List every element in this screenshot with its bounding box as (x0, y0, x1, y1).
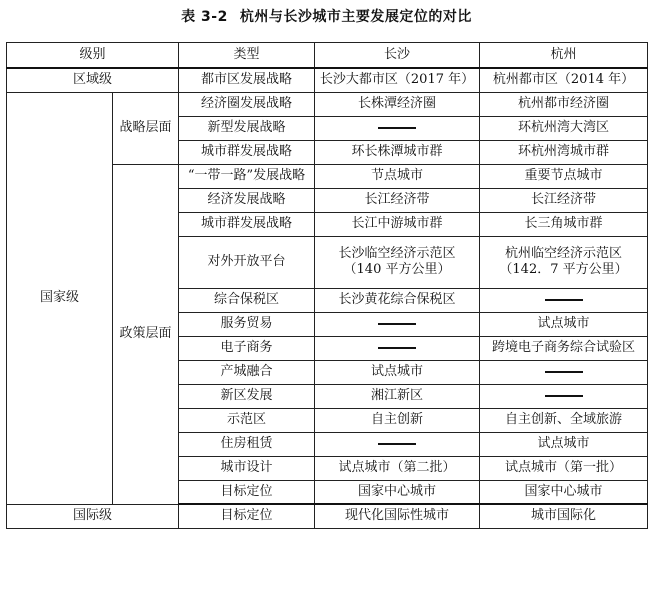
table-row-international (7, 504, 648, 528)
hangzhou-cell: 长三角城市群 (480, 212, 648, 236)
type-cell: 经济圈发展战略 (179, 92, 315, 116)
changsha-cell: 自主创新 (315, 408, 480, 432)
changsha-cell: 长沙大都市区（2017 年） (315, 68, 480, 92)
type-cell: 城市群发展战略 (179, 140, 315, 164)
changsha-cell (315, 236, 480, 288)
changsha-cell: 试点城市（第二批） (315, 456, 480, 480)
hangzhou-cell (480, 360, 648, 384)
table-title: 杭州与长沙城市主要发展定位的对比 (239, 9, 472, 25)
hangzhou-cell: 国家中心城市 (480, 480, 648, 504)
header-row (7, 43, 648, 69)
header-type: 类型 (179, 43, 315, 69)
hangzhou-cell: 重要节点城市 (480, 164, 648, 188)
type-cell: 目标定位 (179, 504, 315, 528)
changsha-cell (315, 336, 480, 360)
type-cell: 新区发展 (179, 384, 315, 408)
type-cell: 新型发展战略 (179, 116, 315, 140)
strategic-layer-cell: 战略层面 (113, 92, 179, 164)
hangzhou-cell: 环杭州湾大湾区 (480, 116, 648, 140)
dash-mark (545, 299, 583, 301)
hangzhou-cell (480, 288, 648, 312)
hangzhou-cell: 跨境电子商务综合试验区 (480, 336, 648, 360)
header-level: 级别 (7, 43, 179, 69)
changsha-cell: 国家中心城市 (315, 480, 480, 504)
dash-mark (378, 127, 416, 129)
changsha-cell (315, 312, 480, 336)
hangzhou-cell: 试点城市（第一批） (480, 456, 648, 480)
dash-mark (378, 443, 416, 445)
changsha-line-2: （140 平方公里） (343, 262, 451, 277)
table-number: 表 3-2 (181, 9, 228, 25)
type-cell: 城市群发展战略 (179, 212, 315, 236)
changsha-cell: 长江经济带 (315, 188, 480, 212)
type-cell: 综合保税区 (179, 288, 315, 312)
dash-mark (378, 347, 416, 349)
changsha-cell (315, 116, 480, 140)
changsha-cell: 长沙黄花综合保税区 (315, 288, 480, 312)
changsha-cell: 试点城市 (315, 360, 480, 384)
hangzhou-cell: 试点城市 (480, 312, 648, 336)
table-row-regional (7, 68, 648, 92)
dash-mark (378, 323, 416, 325)
hangzhou-cell: 长江经济带 (480, 188, 648, 212)
dash-mark (545, 371, 583, 373)
hangzhou-cell: 杭州都市经济圈 (480, 92, 648, 116)
type-cell: 经济发展战略 (179, 188, 315, 212)
table-row (7, 92, 648, 116)
changsha-cell: 节点城市 (315, 164, 480, 188)
hangzhou-cell: 环杭州湾城市群 (480, 140, 648, 164)
hangzhou-line-2: （142．7 平方公里） (499, 262, 628, 277)
changsha-cell: 湘江新区 (315, 384, 480, 408)
type-cell: 都市区发展战略 (179, 68, 315, 92)
changsha-cell: 现代化国际性城市 (315, 504, 480, 528)
changsha-cell: 环长株潭城市群 (315, 140, 480, 164)
type-cell: 目标定位 (179, 480, 315, 504)
header-changsha: 长沙 (315, 43, 480, 69)
hangzhou-cell: 城市国际化 (480, 504, 648, 528)
type-cell: 住房租赁 (179, 432, 315, 456)
changsha-cell (315, 432, 480, 456)
hangzhou-cell: 试点城市 (480, 432, 648, 456)
type-cell: 示范区 (179, 408, 315, 432)
national-level-cell: 国家级 (7, 92, 113, 504)
type-cell: 服务贸易 (179, 312, 315, 336)
type-cell: 产城融合 (179, 360, 315, 384)
policy-layer-cell: 政策层面 (113, 164, 179, 504)
changsha-line-1: 长沙临空经济示范区 (338, 246, 456, 261)
hangzhou-cell: 杭州都市区（2014 年） (480, 68, 648, 92)
changsha-cell: 长株潭经济圈 (315, 92, 480, 116)
hangzhou-cell (480, 384, 648, 408)
table-caption (0, 6, 653, 26)
comparison-table (6, 42, 648, 529)
hangzhou-cell: 自主创新、全域旅游 (480, 408, 648, 432)
level-cell: 区域级 (7, 68, 179, 92)
dash-mark (545, 395, 583, 397)
changsha-cell: 长江中游城市群 (315, 212, 480, 236)
hangzhou-line-1: 杭州临空经济示范区 (505, 246, 623, 261)
type-cell: 电子商务 (179, 336, 315, 360)
header-hangzhou: 杭州 (480, 43, 648, 69)
type-cell: “一带一路”发展战略 (179, 164, 315, 188)
type-cell: 城市设计 (179, 456, 315, 480)
type-cell: 对外开放平台 (179, 236, 315, 288)
hangzhou-cell (480, 236, 648, 288)
level-cell: 国际级 (7, 504, 179, 528)
